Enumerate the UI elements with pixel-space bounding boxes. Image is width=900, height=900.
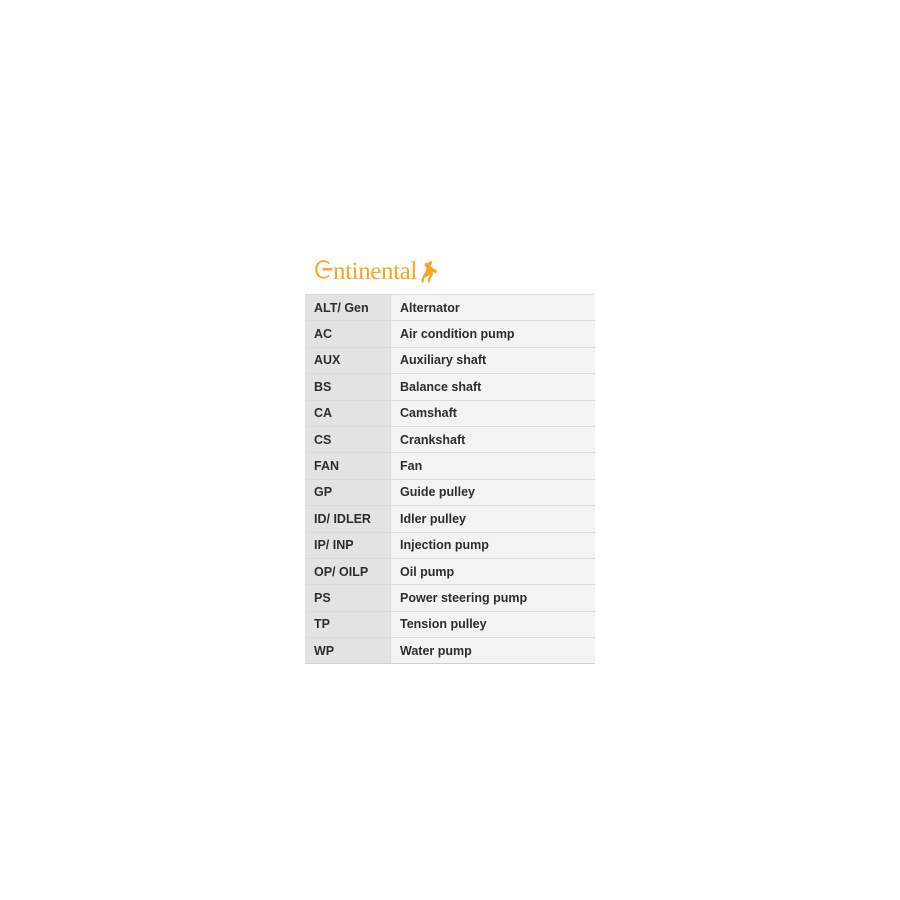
continental-c-icon (314, 258, 333, 284)
abbr-cell: ID/ IDLER (305, 506, 391, 532)
table-row (305, 611, 595, 637)
abbr-cell: AC (305, 321, 391, 347)
desc-cell: Balance shaft (391, 374, 596, 400)
abbr-cell: TP (305, 611, 391, 637)
continental-wordmark (314, 258, 417, 284)
abbr-cell: ALT/ Gen (305, 295, 391, 321)
desc-cell: Auxiliary shaft (391, 347, 596, 373)
desc-cell: Crankshaft (391, 426, 596, 452)
desc-cell: Idler pulley (391, 506, 596, 532)
abbr-cell: BS (305, 374, 391, 400)
table-row (305, 479, 595, 505)
brand-header-cell (305, 248, 595, 295)
desc-cell: Power steering pump (391, 585, 596, 611)
abbr-cell: IP/ INP (305, 532, 391, 558)
continental-horse-icon (418, 260, 440, 284)
table-row (305, 400, 595, 426)
desc-cell: Tension pulley (391, 611, 596, 637)
table-row (305, 374, 595, 400)
table-row (305, 321, 595, 347)
abbr-cell: FAN (305, 453, 391, 479)
table-row (305, 426, 595, 452)
desc-cell: Water pump (391, 638, 596, 664)
continental-wordmark-text: ntinental (333, 258, 417, 285)
abbr-cell: PS (305, 585, 391, 611)
desc-cell: Guide pulley (391, 479, 596, 505)
table-row (305, 638, 595, 664)
table-row (305, 453, 595, 479)
abbr-cell: WP (305, 638, 391, 664)
abbr-cell: OP/ OILP (305, 558, 391, 584)
abbreviation-legend-table (305, 248, 595, 664)
desc-cell: Air condition pump (391, 321, 596, 347)
table-row (305, 532, 595, 558)
desc-cell: Camshaft (391, 400, 596, 426)
desc-cell: Oil pump (391, 558, 596, 584)
table-row (305, 506, 595, 532)
table-body (305, 248, 595, 664)
abbr-cell: GP (305, 479, 391, 505)
desc-cell: Alternator (391, 295, 596, 321)
desc-cell: Injection pump (391, 532, 596, 558)
table-row (305, 347, 595, 373)
brand-header-row (305, 248, 595, 295)
continental-logo (314, 258, 595, 284)
table-row (305, 558, 595, 584)
abbr-cell: CS (305, 426, 391, 452)
table-row (305, 295, 595, 321)
abbr-cell: AUX (305, 347, 391, 373)
desc-cell: Fan (391, 453, 596, 479)
abbr-cell: CA (305, 400, 391, 426)
table-row (305, 585, 595, 611)
